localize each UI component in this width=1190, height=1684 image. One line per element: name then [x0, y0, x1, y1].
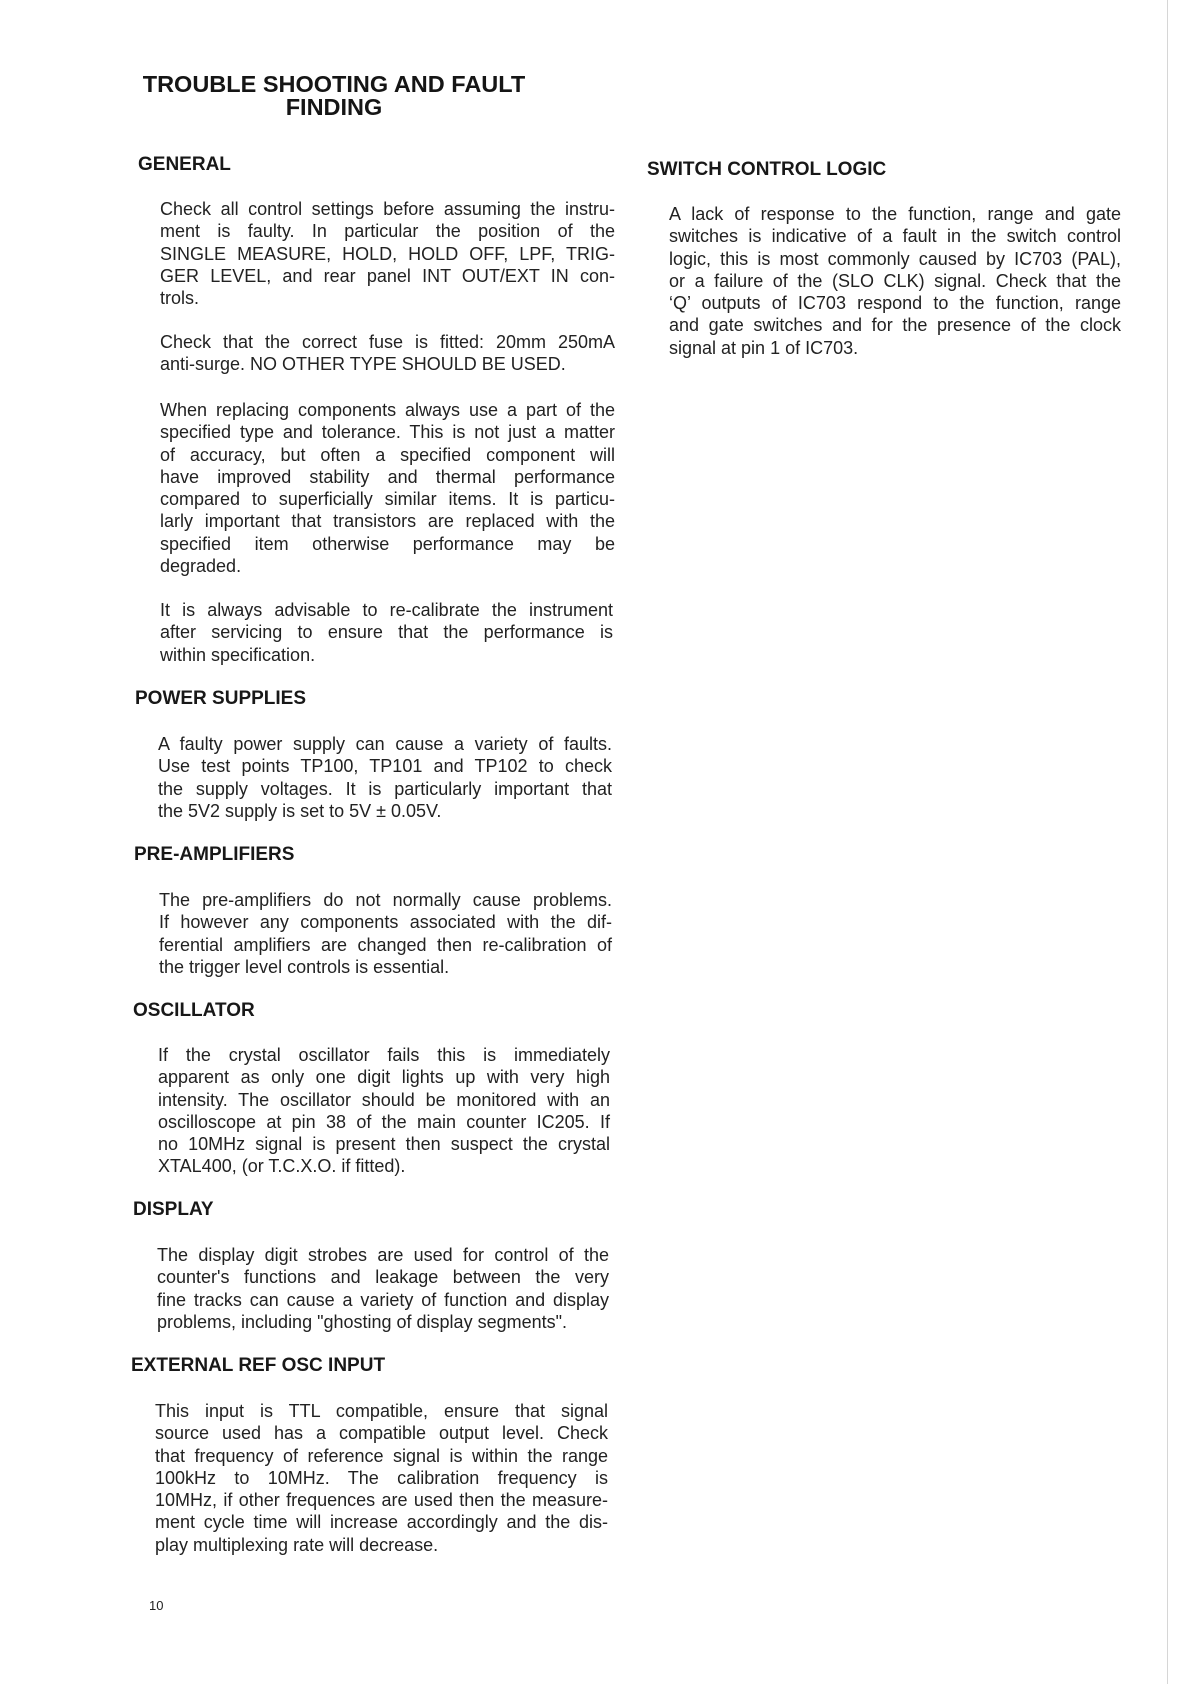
- text-line: 100kHz to 10MHz. The calibration frequency is: [155, 1467, 608, 1488]
- paragraph: [160, 331, 615, 376]
- text-line: This input is TTL compatible, ensure that signal: [155, 1401, 608, 1421]
- text-line: ‘Q’ outputs of IC703 respond to the function, range: [669, 293, 1121, 313]
- page-number: 10: [149, 1598, 164, 1613]
- text-line: The display digit strobes are used for control of the: [157, 1245, 609, 1265]
- paragraph: [159, 889, 612, 978]
- text-line: Use test points TP100, TP101 and TP102 to check: [158, 756, 612, 777]
- text-line: signal at pin 1 of IC703.: [669, 337, 859, 358]
- paragraph: [160, 198, 615, 309]
- section-heading: POWER SUPPLIES: [135, 688, 307, 709]
- text-line: of accuracy, but often a specified component will: [160, 444, 615, 465]
- text-line: within specification.: [160, 644, 316, 665]
- paragraph: [155, 1400, 608, 1556]
- text-line: ment cycle time will increase accordingly and the dis-: [155, 1512, 608, 1533]
- page-title: [138, 73, 530, 119]
- paragraph: [158, 1044, 610, 1178]
- text-line: If the crystal oscillator fails this is immediately: [158, 1045, 610, 1065]
- text-line: have improved stability and thermal performance: [160, 466, 615, 487]
- text-line: 10MHz, if other frequences are used then the measure-: [155, 1490, 608, 1510]
- text-line: specified item otherwise performance may be: [160, 533, 615, 554]
- section-heading: DISPLAY: [133, 1199, 214, 1220]
- text-line: Check that the correct fuse is fitted: 20mm 250mA: [160, 332, 615, 352]
- text-line: the trigger level controls is essential.: [159, 956, 450, 977]
- text-line: logic, this is most commonly caused by IC703 (PAL),: [669, 248, 1121, 269]
- text-line: no 10MHz signal is present then suspect the crystal: [158, 1134, 610, 1154]
- text-line: larly important that transistors are replaced with the: [160, 511, 615, 532]
- paragraph: [160, 599, 613, 666]
- scan-edge-line: [1167, 0, 1168, 1684]
- page-title-line: TROUBLE SHOOTING AND FAULT: [142, 71, 526, 97]
- section-heading: SWITCH CONTROL LOGIC: [647, 159, 887, 180]
- text-line: When replacing components always use a part of the: [160, 400, 615, 420]
- paragraph: [158, 733, 612, 822]
- text-line: ferential amplifiers are changed then re-calibration of: [159, 934, 612, 955]
- text-line: SINGLE MEASURE, HOLD, HOLD OFF, LPF, TRIG-: [160, 243, 615, 264]
- text-line: the supply voltages. It is particularly important that: [158, 778, 612, 799]
- text-line: after servicing to ensure that the performance is: [160, 622, 613, 643]
- text-line: anti-surge. NO OTHER TYPE SHOULD BE USED.: [160, 354, 566, 375]
- text-line: The pre-amplifiers do not normally cause problems.: [159, 890, 612, 910]
- text-line: oscilloscope at pin 38 of the main counter IC205. If: [158, 1111, 610, 1132]
- section-heading: OSCILLATOR: [133, 1000, 255, 1021]
- text-line: that frequency of reference signal is within the range: [155, 1445, 608, 1466]
- paragraph: [157, 1244, 609, 1333]
- text-line: Check all control settings before assuming the instru-: [160, 199, 615, 219]
- section-heading: GENERAL: [138, 154, 231, 175]
- paragraph: [160, 399, 615, 577]
- text-line: source used has a compatible output level. Check: [155, 1423, 608, 1444]
- section-heading: PRE-AMPLIFIERS: [134, 844, 295, 865]
- text-line: A faulty power supply can cause a variety of faults.: [158, 734, 612, 754]
- text-line: problems, including "ghosting of display segments".: [157, 1311, 568, 1332]
- text-line: trols.: [160, 288, 200, 308]
- text-line: intensity. The oscillator should be monitored with an: [158, 1089, 610, 1110]
- text-line: and gate switches and for the presence of the clock: [669, 315, 1121, 336]
- text-line: If however any components associated with the dif-: [159, 912, 612, 933]
- text-line: or a failure of the (SLO CLK) signal. Check that the: [669, 270, 1121, 291]
- text-line: GER LEVEL, and rear panel INT OUT/EXT IN con-: [160, 265, 615, 286]
- page-title-line: FINDING: [285, 94, 383, 120]
- text-line: switches is indicative of a fault in the switch control: [669, 226, 1121, 247]
- paragraph: [669, 203, 1121, 359]
- text-line: It is always advisable to re-calibrate the instrument: [160, 600, 613, 620]
- text-line: XTAL400, (or T.C.X.O. if fitted).: [158, 1156, 406, 1177]
- text-line: the 5V2 supply is set to 5V ± 0.05V.: [158, 800, 442, 821]
- text-line: fine tracks can cause a variety of function and display: [157, 1289, 609, 1310]
- section-heading: EXTERNAL REF OSC INPUT: [131, 1355, 386, 1376]
- text-line: ment is faulty. In particular the position of the: [160, 221, 615, 242]
- text-line: compared to superficially similar items. It is particu-: [160, 489, 615, 509]
- text-line: counter's functions and leakage between the very: [157, 1267, 609, 1288]
- text-line: degraded.: [160, 555, 242, 576]
- text-line: specified type and tolerance. This is not just a matter: [160, 422, 615, 443]
- text-line: apparent as only one digit lights up with very high: [158, 1067, 610, 1088]
- text-line: play multiplexing rate will decrease.: [155, 1534, 439, 1555]
- text-line: A lack of response to the function, range and gate: [669, 204, 1121, 224]
